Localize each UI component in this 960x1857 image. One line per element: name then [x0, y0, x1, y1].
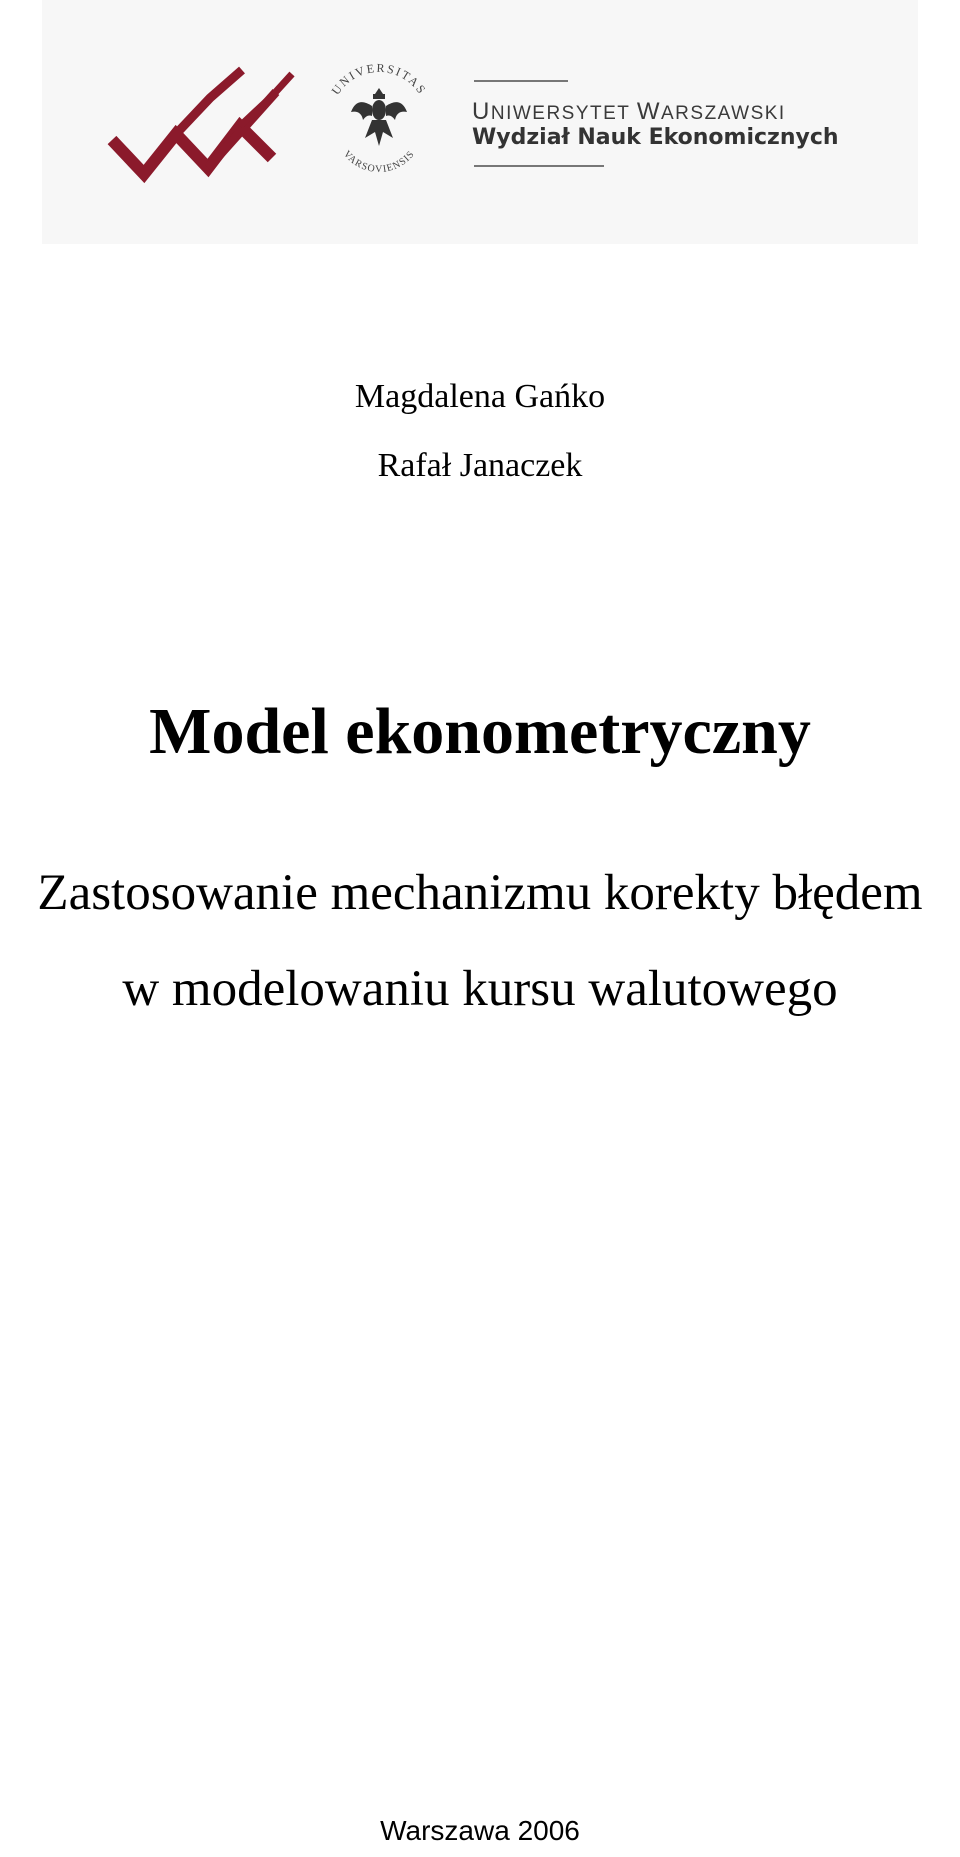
header-rule-top: [474, 80, 568, 82]
document-title: Model ekonometryczny: [149, 695, 811, 768]
subtitle-line-1: Zastosowanie mechanizmu korekty błędem: [37, 865, 923, 921]
header-band: [42, 0, 918, 244]
university-seal-icon: [317, 58, 441, 182]
place-and-year: Warszawa 2006: [380, 1815, 580, 1846]
faculty-logo-icon: [106, 62, 296, 188]
university-name: UNIWERSYTET WARSZAWSKI: [472, 98, 786, 125]
header-rule-bottom: [474, 165, 604, 167]
author-1: Magdalena Gańko: [354, 378, 606, 415]
svg-text:UNIVERSITAS: UNIVERSITAS: [328, 60, 430, 98]
faculty-name: Wydział Nauk Ekonomicznych: [472, 125, 839, 150]
svg-text:VARSOVIENSIS: VARSOVIENSIS: [340, 148, 418, 176]
author-2: Rafał Janaczek: [377, 447, 583, 484]
subtitle-line-2: w modelowaniu kursu walutowego: [122, 961, 838, 1017]
